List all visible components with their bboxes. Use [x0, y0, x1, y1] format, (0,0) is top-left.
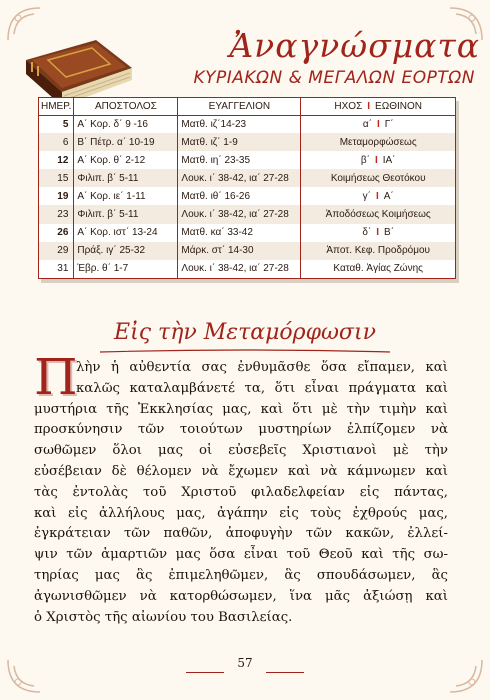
gospel-cell: Ματθ. ιζ΄ 1-9 — [178, 133, 301, 151]
gospel-cell: Λουκ. ι΄ 38-42, ια΄ 27-28 — [178, 260, 301, 278]
gospel-cell: Ματθ. κα΄ 33-42 — [178, 224, 301, 242]
col-header-eothinon: ΕΩΘΙΝΟΝ — [375, 100, 422, 112]
page-title: Ἀναγνώσματα — [229, 26, 480, 65]
apostle-cell: Α΄ Κορ. ιε΄ 1-11 — [74, 187, 178, 205]
col-header-day: ΗΜΕΡ. — [39, 98, 74, 115]
eothinon-value: ΙΑ΄ — [382, 154, 396, 166]
echos-value: γ΄ — [362, 190, 371, 202]
feast-name: Καταθ. Ἁγίας Ζώνης — [333, 263, 423, 275]
feast-name: Ἀποτ. Κεφ. Προδρόμου — [326, 245, 430, 257]
echos-eothinon-cell — [301, 169, 455, 187]
gospel-cell: Ματθ. ιη΄ 23-35 — [178, 151, 301, 169]
table-row — [39, 187, 455, 205]
feast-name: Κοιμήσεως Θεοτόκου — [330, 172, 426, 184]
apostle-cell: Φιλιπ. β΄ 5-11 — [74, 205, 178, 223]
echos-eothinon-cell — [301, 260, 455, 278]
gospel-cell: Ματθ. ιζ΄14-23 — [178, 115, 301, 133]
readings-table — [38, 97, 456, 279]
separator-bar: I — [374, 154, 378, 166]
day-cell: 6 — [39, 133, 74, 151]
day-cell: 31 — [39, 260, 74, 278]
day-cell: 29 — [39, 242, 74, 260]
page-number: 57 — [237, 656, 253, 670]
table-row — [39, 242, 455, 260]
gospel-cell: Μάρκ. στ΄ 14-30 — [178, 242, 301, 260]
text-line: τηρίας μας ἃς ἐπιμεληθῶμεν, ἃς σπουδάσωμεν, ἃς — [34, 567, 448, 583]
apostle-cell: Α΄ Κορ. θ΄ 2-12 — [74, 151, 178, 169]
text-line: ὁ Χριστὸς τῆς αἰωνίου του Βασιλείας. — [34, 609, 293, 625]
day-cell: 19 — [39, 187, 74, 205]
echos-eothinon-cell — [301, 242, 455, 260]
echos-eothinon-cell — [301, 205, 455, 223]
text-line: ψιν τῶν ἁμαρτιῶν μας ὅσα εἶναι τοῦ Θεοῦ καὶ τῆς σω- — [34, 547, 448, 563]
echos-value: δ΄ — [362, 227, 372, 239]
table-row — [39, 205, 455, 223]
page-number-rule-right — [266, 672, 304, 673]
echos-eothinon-cell — [301, 115, 455, 133]
table-row — [39, 115, 455, 133]
table-row — [39, 224, 455, 242]
body-text — [34, 358, 448, 628]
text-line: εὐσέβειαν δὲ θέλομεν νὰ ἔχωμεν καὶ νὰ κάμνωμεν καὶ — [34, 463, 448, 479]
apostle-cell: Β΄ Πέτρ. α΄ 10-19 — [74, 133, 178, 151]
day-cell: 26 — [39, 224, 74, 242]
gospel-cell: Λουκ. ι΄ 38-42, ια΄ 27-28 — [178, 205, 301, 223]
eothinon-value: Γ΄ — [384, 118, 394, 130]
col-header-echos-eothinon — [301, 98, 455, 115]
text-line: ἀγωνισθῶμεν νὰ κατορθώσωμεν, ἵνα μᾶς ἀξιώσῃ καὶ — [34, 588, 448, 604]
apostle-cell: Ἑβρ. θ΄ 1-7 — [74, 260, 178, 278]
eothinon-value: Β΄ — [384, 227, 395, 239]
day-cell: 15 — [39, 169, 74, 187]
text-line: λὴν ἡ αὐθεντία σας ἐνθυμᾶσθε ὅσα εἴπαμεν, καὶ — [76, 360, 448, 375]
separator-bar: I — [375, 190, 379, 202]
col-header-apostle: ΑΠΟΣΤΟΛΟΣ — [74, 98, 178, 115]
separator-bar: I — [376, 118, 380, 130]
apostle-cell: Α΄ Κορ. ιστ΄ 13-24 — [74, 224, 178, 242]
echos-eothinon-cell — [301, 187, 455, 205]
text-line: τὰς ἐντολὰς τοῦ Χριστοῦ φιλαδελφείαν εἰς πάντας, — [34, 484, 448, 500]
feast-name: Ἀποδόσεως Κοιμήσεως — [325, 209, 431, 221]
echos-eothinon-cell — [301, 151, 455, 169]
apostle-cell: Πράξ. ιγ΄ 25-32 — [74, 242, 178, 260]
gospel-cell: Λουκ. ι΄ 38-42, ια΄ 27-28 — [178, 169, 301, 187]
apostle-cell: Α΄ Κορ. δ΄ 9 -16 — [74, 115, 178, 133]
col-header-echos: ΗΧΟΣ — [334, 100, 363, 112]
drop-cap: Π — [34, 348, 78, 406]
gospel-cell: Ματθ. ιθ΄ 16-26 — [178, 187, 301, 205]
echos-value: α΄ — [362, 118, 372, 130]
page-subtitle: ΚΥΡΙΑΚΩΝ & ΜΕΓΑΛΩΝ ΕΟΡΤΩΝ — [193, 68, 475, 88]
table-row — [39, 151, 455, 169]
separator-bar: I — [367, 100, 371, 112]
text-line: σωθῶμεν ὅλοι μας οἱ εὐσεβεῖς Χριστιανοὶ μὲ τὴν — [34, 443, 448, 459]
day-cell: 5 — [39, 115, 74, 133]
section-heading: Εἰς τὴν Μεταμόρφωσιν — [114, 320, 376, 345]
text-line: ἐγκράτειαν τῶν παθῶν, ἀποφυγὴν τῶν κακῶν, ἐλλεί- — [34, 526, 448, 542]
table-row — [39, 260, 455, 278]
apostle-cell: Φιλιπ. β΄ 5-11 — [74, 169, 178, 187]
feast-name: Μεταμορφώσεως — [339, 136, 417, 148]
day-cell: 23 — [39, 205, 74, 223]
page-number-rule-left — [186, 672, 224, 673]
separator-bar: I — [376, 227, 380, 239]
echos-eothinon-cell — [301, 224, 455, 242]
text-line: προσκύνησιν τῶν τοιούτων μυστηρίων ἐλπίζομεν νὰ — [34, 422, 448, 438]
table-header-row — [39, 98, 455, 115]
text-line: καλῶς καταλαμβάνετέ τα, ὅτι εἶναι πράγματα καὶ — [76, 380, 448, 396]
table-row — [39, 169, 455, 187]
day-cell: 12 — [39, 151, 74, 169]
col-header-gospel: ΕΥΑΓΓΕΛΙΟΝ — [178, 98, 301, 115]
eothinon-value: Α΄ — [383, 190, 394, 202]
text-line: καὶ εἰς ἀλλήλους μας, ἀγάπην εἰς τοὺς ἐχθρούς μας, — [34, 505, 448, 521]
text-line: μυστήρια τῆς Ἐκκλησίας μας, καὶ ὅτι μὲ τὴν τιμὴν καὶ — [34, 401, 448, 417]
echos-value: β΄ — [360, 154, 370, 166]
heading-underline — [100, 349, 390, 355]
table-row — [39, 133, 455, 151]
echos-eothinon-cell — [301, 133, 455, 151]
